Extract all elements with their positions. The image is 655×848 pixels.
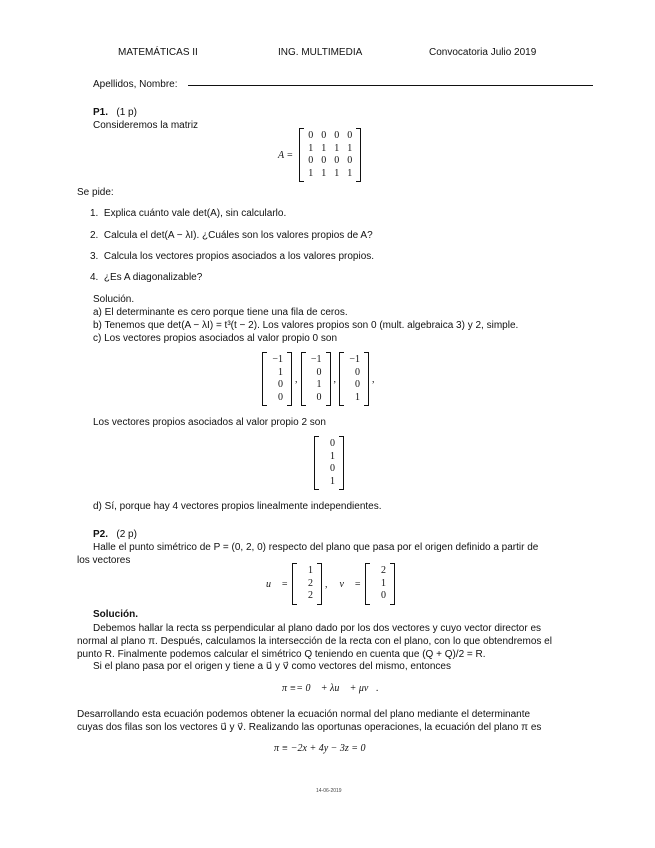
footer-date: 14-06-2019 [316,788,342,794]
question-3 [90,251,374,262]
p2-solution-title: Solución. [93,609,138,620]
p1-label: P1. [93,107,109,118]
matrix-cell: 1 [321,142,327,154]
header-session: Convocatoria Julio 2019 [429,47,537,58]
comma: , [295,373,298,385]
question-number: 3. [90,251,99,262]
comma: , [333,373,336,385]
matrix-cell: 1 [347,142,353,154]
para1-line: normal al plano π. Después, calculamos la intersección de la recta con el plano, con lo que obtendremos el [77,636,552,647]
matrix-cell: 1 [321,167,327,179]
para3-line: Desarrollando esta ecuación podemos obtener la ecuación normal del plano mediante el determinante [77,709,531,720]
matrix-cell: 1 [308,142,314,154]
matrix-cell: 1 [347,167,353,179]
matrix-cell: 0 [321,130,327,141]
plane-normal-equation: π ≡ −2x + 4y − 3z = 0 [274,743,366,754]
u-label: u⃗ = [266,578,289,590]
vector-entry: −1 [310,354,322,365]
vector-entry: 0 [381,590,386,602]
vector-v [365,563,395,605]
comma: , [325,578,328,590]
para1-line: Debemos hallar la recta ss perpendicular al plano dado por los dos vectores y cuyo vector director es [93,623,542,634]
p1-heading [93,107,137,118]
matrix-cell: 0 [347,130,353,141]
name-blank-line [188,85,593,86]
eigenvector [301,352,331,406]
p1-matrix-equation [278,128,361,182]
vector-entry: −1 [349,354,360,365]
p1-intro: Consideremos la matriz [93,120,199,131]
solution-a: a) El determinante es cero porque tiene una fila de ceros. [93,307,348,318]
question-text: Explica cuánto vale det(A), sin calcularlo. [103,208,287,219]
vector-entry: −1 [272,354,283,365]
solution-c: c) Los vectores propios asociados al valor propio 0 son [93,333,338,344]
question-number: 2. [90,230,99,241]
question-1 [90,208,286,219]
vector-entry: 2 [308,577,314,589]
solution-b: b) Tenemos que det(A − λI) = t³(t − 2). Los valores propios son 0 (mult. algebraica 3) y 2, simple. [93,320,519,331]
vector-entry: 2 [308,590,314,602]
eigenvector-2 [314,435,344,491]
vector-entry: 0 [330,463,335,474]
eigenvector [339,352,369,406]
matrix-cell: 1 [308,167,314,179]
p1-points: (1 p) [116,107,137,118]
vector-entry: 2 [381,565,386,577]
p2-statement-1: Halle el punto simétrico de P = (0, 2, 0) respecto del plano que pasa por el origen definido a partir de [93,542,539,553]
question-text: Calcula los vectores propios asociados a los valores propios. [103,251,375,262]
matrix-lhs: A = [278,149,294,161]
vector-u [292,563,322,605]
eigenvector [314,436,344,490]
vector-entry: 0 [278,379,283,390]
para3-line: cuyas dos filas son los vectores u⃗ y v⃗. Realizando las oportunas operaciones, la ecuación del plano π es [77,722,542,733]
vector-entry: 1 [316,379,322,390]
p2-statement-2: los vectores [77,555,131,566]
vector-entry: 1 [330,475,335,487]
v-label: v⃗ = [339,578,361,590]
p2-para3 [77,708,541,734]
p2-para1 [77,622,552,661]
header-degree: ING. MULTIMEDIA [278,47,363,58]
se-pide: Se pide: [77,187,114,198]
vector-entry: 0 [316,391,322,403]
matrix-cell: 0 [308,130,314,141]
vector-entry: 0 [355,379,360,390]
vector-entry: 1 [381,577,386,589]
eigenvectors-0 [262,351,378,407]
eig2-text: Los vectores propios asociados al valor propio 2 son [93,417,326,428]
question-4 [90,272,202,283]
matrix-cell: 1 [334,142,340,154]
matrix-cell: 0 [334,155,340,166]
question-number: 4. [90,272,99,283]
eigenvector [262,352,292,406]
p2-points: (2 p) [116,529,137,540]
matrix-cell: 0 [321,155,327,166]
para1-line: punto R. Finalmente podemos calcular el simétrico Q teniendo en cuenta que (Q + Q)/2 = R. [77,649,486,660]
plane-vector-equation: π ≡= 0⃗ + λu⃗ + μv⃗. [282,683,379,694]
comma: , [372,373,375,385]
vector-entry: 0 [278,391,283,403]
matrix-cell: 1 [334,167,340,179]
p2-para2: Si el plano pasa por el origen y tiene a u⃗ y v⃗ como vectores del mismo, entonces [93,661,451,672]
name-label: Apellidos, Nombre: [93,79,178,90]
question-text: ¿Es A diagonalizable? [103,272,203,283]
vector-entry: 0 [330,438,335,449]
p2-heading [93,529,137,540]
vector-entry: 1 [330,450,335,462]
matrix-A [299,128,361,182]
header-subject: MATEMÁTICAS II [118,47,198,58]
matrix-cell: 0 [347,155,353,166]
matrix-cell: 0 [334,130,340,141]
solution-title: Solución. [93,294,135,305]
vector-entry: 0 [316,366,322,378]
matrix-cell: 0 [308,155,314,166]
question-2 [90,230,373,241]
vector-entry: 1 [308,565,314,577]
question-text: Calcula el det(A − λI). ¿Cuáles son los valores propios de A? [103,230,373,241]
p2-label: P2. [93,529,109,540]
p1-solution [93,293,518,345]
question-number: 1. [90,208,99,219]
p2-vectors [266,563,395,605]
solution-d: d) Sí, porque hay 4 vectores propios linealmente independientes. [93,501,382,512]
vector-entry: 1 [278,366,283,378]
vector-entry: 1 [355,391,360,403]
vector-entry: 0 [355,366,360,378]
